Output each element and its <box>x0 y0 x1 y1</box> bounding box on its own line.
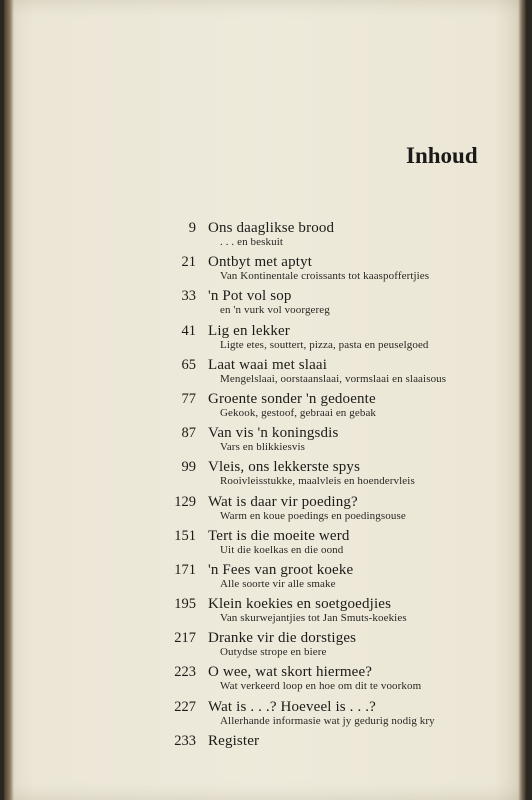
toc-entry <box>154 562 499 596</box>
toc-entry <box>154 494 499 528</box>
toc-entry-subtitle: Mengelslaai, oorstaanslaai, vormslaai en slaaisous <box>220 372 447 385</box>
toc-entry-title: Wat is daar vir poeding? <box>208 493 358 510</box>
toc-entry <box>154 664 499 698</box>
toc-entry-title: Tert is die moeite werd <box>208 527 350 544</box>
toc-entry-subtitle: Uit die koelkas en die oond <box>220 543 344 556</box>
toc-entry-title: Groente sonder 'n gedoente <box>208 390 376 407</box>
toc-entry <box>154 220 499 254</box>
toc-entry-title: 'n Pot vol sop <box>208 288 292 305</box>
toc-entry-subtitle: Ligte etes, souttert, pizza, pasta en peuselgoed <box>220 338 429 351</box>
toc-entry <box>154 528 499 562</box>
toc-page-number: 223 <box>174 664 196 681</box>
toc-entry-subtitle: Van skurwejantjies tot Jan Smuts-koekies <box>220 612 407 625</box>
toc-page-number: 21 <box>181 254 196 271</box>
toc-page-number: 195 <box>174 596 196 613</box>
toc-page-number: 41 <box>181 322 196 339</box>
toc-entry-title: Dranke vir die dorstiges <box>208 630 357 647</box>
toc-entry-subtitle: en 'n vurk vol voorgereg <box>220 304 330 317</box>
toc-entry <box>154 699 499 733</box>
toc-entry <box>154 357 499 391</box>
toc-entry-subtitle: Vars en blikkiesvis <box>220 441 306 454</box>
toc-entry-subtitle: Van Kontinentale croissants tot kaaspoffertjies <box>220 270 430 283</box>
toc-page-number: 99 <box>181 459 196 476</box>
toc-entry <box>154 254 499 288</box>
book-page <box>4 0 526 800</box>
toc-entry-title: Laat waai met slaai <box>208 356 328 373</box>
page-spine-shadow <box>4 0 14 800</box>
toc-page-number: 65 <box>181 356 196 373</box>
toc-entry <box>154 288 499 322</box>
toc-page-number: 217 <box>174 630 196 647</box>
toc-entry-subtitle: Warm en koue poedings en poedingsouse <box>220 509 406 522</box>
toc-entry-title: Wat is . . .? Hoeveel is . . .? <box>208 698 376 715</box>
toc-entry-title: 'n Fees van groot koeke <box>208 561 354 578</box>
toc-entry-title: Van vis 'n koningsdis <box>208 425 339 442</box>
toc-entry <box>154 459 499 493</box>
toc-page-number: 227 <box>174 698 196 715</box>
toc-page-number: 171 <box>174 561 196 578</box>
toc-entry-subtitle: Alle soorte vir alle smake <box>220 577 336 590</box>
toc-page-number: 129 <box>174 493 196 510</box>
toc-entry <box>154 425 499 459</box>
toc-entry <box>154 323 499 357</box>
toc-entry-title: Register <box>208 732 260 749</box>
toc-page-number: 87 <box>181 425 196 442</box>
toc-entry <box>154 733 499 767</box>
toc-entry-title: Ontbyt met aptyt <box>208 254 313 271</box>
toc-entry-subtitle: . . . en beskuit <box>220 236 284 248</box>
toc-entry <box>154 630 499 664</box>
toc-entry-subtitle: Gekook, gestoof, gebraai en gebak <box>220 406 377 419</box>
toc-page-number: 233 <box>174 732 196 749</box>
page-edge-shadow <box>518 0 526 800</box>
toc-entry-subtitle: Allerhande informasie wat jy gedurig nodig kry <box>220 714 435 727</box>
toc-entry-title: Ons daaglikse brood <box>208 220 335 236</box>
toc-entry-subtitle: Rooivleisstukke, maalvleis en hoendervleis <box>220 475 415 488</box>
toc-entry-subtitle: Outydse strope en biere <box>220 646 327 659</box>
toc-entry-title: Klein koekies en soetgoedjies <box>208 596 392 613</box>
toc-entry-subtitle: Wat verkeerd loop en hoe om dit te voorkom <box>220 680 422 693</box>
page-title: Inhoud <box>406 143 478 168</box>
table-of-contents <box>154 220 499 767</box>
toc-page-number: 151 <box>174 527 196 544</box>
toc-entry-title: Lig en lekker <box>208 322 290 339</box>
toc-page-number: 33 <box>181 288 196 305</box>
toc-page-number: 9 <box>188 220 196 236</box>
toc-entry-title: Vleis, ons lekkerste spys <box>208 459 361 476</box>
toc-entry <box>154 391 499 425</box>
toc-entry <box>154 596 499 630</box>
toc-page-number: 77 <box>181 390 196 407</box>
toc-entry-title: O wee, wat skort hiermee? <box>208 664 373 681</box>
